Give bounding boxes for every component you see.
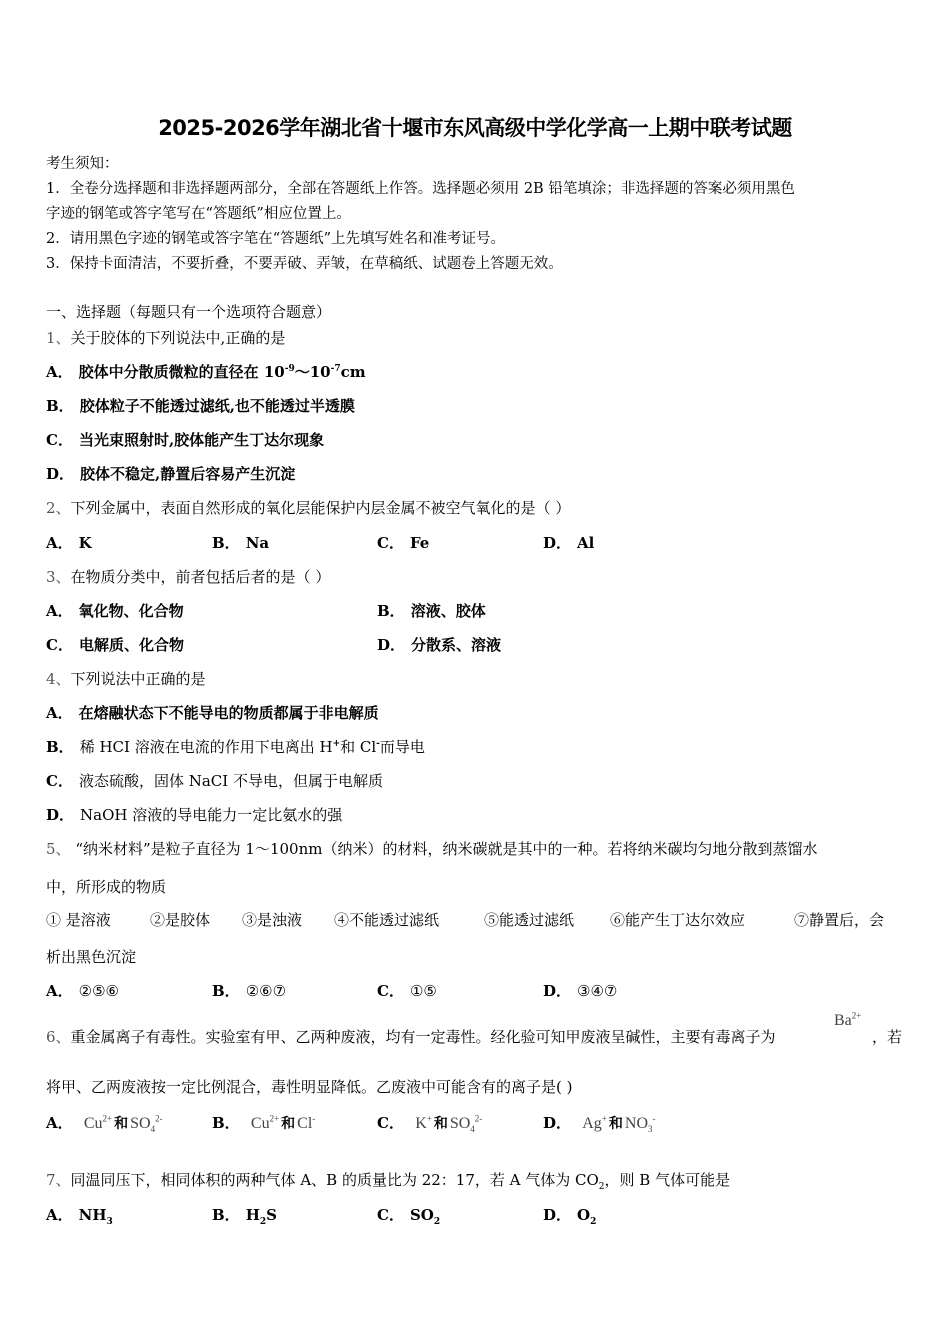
notice-line: 字迹的钢笔或答字笔写在“答题纸”相应位置上。	[46, 206, 351, 222]
q5-option-a[interactable]: A． ②⑤⑥	[46, 982, 119, 1000]
q4-option-c[interactable]: C． 液态硫酸，固体 NaCI 不导电，但属于电解质	[46, 772, 383, 790]
q5-statement: ④不能透过滤纸	[334, 911, 440, 929]
q5-statement: ① 是溶液	[46, 911, 111, 929]
question-5-stem-cont: 中，所形成的物质	[46, 878, 167, 896]
question-5-stem: 5、 “纳米材料”是粒子直径为 1～100nm（纳米）的材料，纳米碳就是其中的一种。若将纳米碳均匀地分散到蒸馏水	[46, 840, 818, 858]
q6-option-d[interactable]: D． Ag+ 和 $NO_3^-$	[543, 1113, 656, 1135]
q3-option-b[interactable]: B． 溶液、胶体	[377, 602, 486, 620]
q6-option-b[interactable]: B． $Cu^{2+}$ 和 Cl-	[212, 1113, 316, 1132]
q5-statement: ②是胶体	[150, 911, 211, 929]
question-7-stem: 7、同温同压下，相同体积的两种气体 A、B 的质量比为 22：17，若 A 气体为 $CO_2$，则 B 气体可能是	[46, 1171, 731, 1192]
q5-statement: ③是浊液	[242, 911, 303, 929]
question-6-stem-tail: ，若	[872, 1028, 903, 1046]
q4-option-a[interactable]: A． 在熔融状态下不能导电的物质都属于非电解质	[46, 704, 379, 722]
notice-line: 2．请用黑色字迹的钢笔或答字笔在“答题纸”上先填写姓名和准考证号。	[46, 231, 506, 247]
notice-line: 1．全卷分选择题和非选择题两部分，全部在答题纸上作答。选择题必须用 2B 铅笔填涂；非选择题的答案必须用黑色	[46, 181, 795, 197]
question-1-stem	[46, 327, 285, 348]
q6-option-c[interactable]: C． K+ 和 $SO_4^{2-}$	[377, 1113, 483, 1135]
q2-option-c[interactable]: C． Fe	[377, 534, 430, 552]
q4-option-b[interactable]: B． 稀 HCI 溶液在电流的作用下电离出 H+和 Cl-而导电	[46, 738, 425, 756]
q1-option-b[interactable]: B． 胶体粒子不能透过滤纸,也不能透过半透膜	[46, 397, 355, 415]
question-number: 1、	[46, 329, 71, 347]
q3-option-c[interactable]: C． 电解质、化合物	[46, 636, 184, 654]
question-2-stem: 2、下列金属中，表面自然形成的氧化层能保护内层金属不被空气氧化的是（ ）	[46, 499, 571, 517]
page-title: 2025-2026学年湖北省十堰市东风高级中学化学高一上期中联考试题	[158, 116, 792, 140]
q6-option-a[interactable]: A． $Cu^{2+}$ 和 $SO_4^{2-}$	[46, 1113, 163, 1135]
q2-option-d[interactable]: D． Al	[543, 534, 595, 552]
q5-statement: ⑦静置后，会	[794, 911, 885, 929]
q5-statement: ⑤能透过滤纸	[484, 911, 575, 929]
q7-option-c[interactable]: C． $SO_2$	[377, 1206, 441, 1227]
q4-option-d[interactable]: D． NaOH 溶液的导电能力一定比氨水的强	[46, 806, 343, 824]
barium-ion: $Ba^{2+}$	[834, 1010, 862, 1029]
q5-option-d[interactable]: D． ③④⑦	[543, 982, 618, 1000]
q1-option-a[interactable]: A． 胶体中分散质微粒的直径在 $10^{-9}\sim 10^{-7}cm$	[46, 363, 366, 381]
q5-statement-cont: 析出黑色沉淀	[46, 948, 137, 966]
question-6-stem-cont: 将甲、乙两废液按一定比例混合，毒性明显降低。乙废液中可能含有的离子是( )	[46, 1078, 573, 1096]
question-4-stem: 4、下列说法中正确的是	[46, 670, 206, 688]
q5-option-b[interactable]: B． ②⑥⑦	[212, 982, 287, 1000]
q5-statement: ⑥能产生丁达尔效应	[610, 911, 746, 929]
section-heading: 一、选择题（每题只有一个选项符合题意）	[46, 303, 332, 321]
q5-option-c[interactable]: C． ①⑤	[377, 982, 437, 1000]
q7-option-a[interactable]: A． $NH_3$	[46, 1206, 113, 1227]
q7-option-d[interactable]: D． $O_2$	[543, 1206, 597, 1227]
q7-option-b[interactable]: B． $H_2S$	[212, 1206, 277, 1227]
question-6-stem: 6、重金属离子有毒性。实验室有甲、乙两种废液，均有一定毒性。经化验可知甲废液呈碱性，主要有毒离子为	[46, 1028, 776, 1046]
q2-option-a[interactable]: A． K	[46, 534, 92, 552]
q3-option-a[interactable]: A． 氧化物、化合物	[46, 602, 184, 620]
question-text: 关于胶体的下列说法中,正确的是	[70, 329, 286, 347]
notice-heading: 考生须知：	[46, 156, 119, 172]
q1-option-d[interactable]: D． 胶体不稳定,静置后容易产生沉淀	[46, 465, 296, 483]
q1-option-c[interactable]: C． 当光束照射时,胶体能产生丁达尔现象	[46, 431, 325, 449]
q3-option-d[interactable]: D． 分散系、溶液	[377, 636, 502, 654]
notice-line: 3．保持卡面清洁，不要折叠，不要弄破、弄皱，在草稿纸、试题卷上答题无效。	[46, 256, 563, 272]
question-3-stem: 3、在物质分类中，前者包括后者的是（ ）	[46, 568, 331, 586]
q2-option-b[interactable]: B． Na	[212, 534, 270, 552]
